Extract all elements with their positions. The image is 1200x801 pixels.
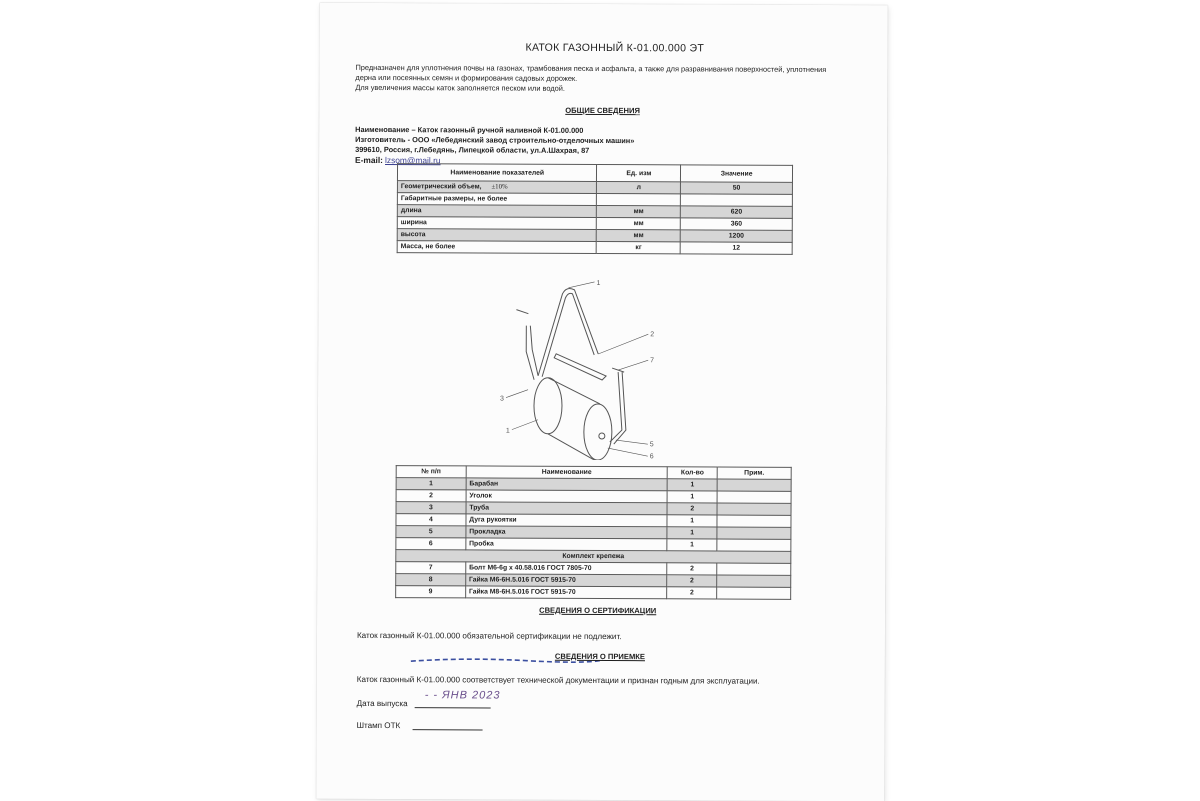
spec-unit: мм [597, 229, 681, 241]
parts-row [396, 586, 791, 600]
callout-label: 1 [596, 279, 601, 287]
specs-col-name: Наименование показателей [397, 164, 597, 182]
part-note [717, 491, 791, 503]
qc-stamp-label: Штамп ОТК [356, 720, 401, 731]
parts-col-qty: Кол-во [667, 467, 717, 479]
intro-line-1: Предназначен для уплотнения почвы на газонах, трамбования песка и асфальта, а также для разравнивания поверхностей, уплотнения [355, 62, 827, 74]
part-note [717, 479, 791, 491]
callout-label: 1 [505, 427, 510, 435]
spec-value: 50 [681, 182, 793, 194]
spec-unit: мм [597, 205, 681, 217]
qc-stamp-underline [413, 729, 483, 730]
spec-value [681, 194, 793, 206]
callout-label: 2 [650, 331, 655, 339]
certification-header: СВЕДЕНИЯ О СЕРТИФИКАЦИИ [539, 605, 657, 616]
intro-line-3: Для увеличения массы каток заполняется песком или водой. [355, 82, 565, 93]
part-note [717, 527, 791, 539]
part-name: Барабан [466, 478, 668, 491]
parts-table [395, 465, 792, 600]
email-link[interactable]: lzsom@mail.ru [385, 155, 441, 166]
spec-value: 360 [681, 218, 793, 230]
part-qty: 2 [667, 587, 717, 599]
part-number: 5 [396, 526, 466, 538]
specs-col-value: Значение [681, 165, 793, 182]
handle-arc-drawing [538, 288, 598, 376]
spec-name: Масса, не более [397, 241, 597, 254]
spec-name: длина [397, 205, 597, 218]
part-number: 3 [396, 502, 466, 514]
part-name: Труба [466, 502, 668, 515]
part-qty: 1 [667, 539, 717, 551]
part-note [717, 539, 791, 551]
part-name: Прокладка [466, 526, 668, 539]
specs-table [397, 163, 793, 255]
certification-text: Каток газонный К-01.00.000 обязательной сертификации не подлежит. [356, 630, 622, 642]
spec-unit: л [597, 181, 681, 193]
part-note [717, 575, 791, 587]
spec-name: ширина [397, 217, 597, 230]
part-qty: 1 [667, 491, 717, 503]
part-number: 9 [396, 586, 466, 598]
document-sheet [316, 3, 887, 801]
specs-header-row [397, 164, 792, 183]
manufacturer: Изготовитель - ООО «Лебедянский завод строительно-отделочных машин» [355, 134, 635, 146]
spec-unit [597, 193, 681, 205]
callout-label: 7 [650, 357, 655, 365]
acceptance-header: СВЕДЕНИЯ О ПРИЕМКЕ [554, 651, 646, 662]
part-note [717, 515, 791, 527]
spec-note: ±10% [491, 183, 508, 191]
spec-name: Геометрический объем, [400, 183, 482, 191]
acceptance-text: Каток газонный К-01.00.000 соответствует технической документации и признан годным для эксплуатации. [356, 674, 760, 686]
email-label: E-mail: [355, 154, 384, 166]
part-name: Гайка М8-6Н.5.016 ГОСТ 5915-70 [465, 586, 667, 599]
part-qty: 2 [667, 575, 717, 587]
address: 399610, Россия, г.Лебедянь, Липецкой области, ул.А.Шахрая, 87 [355, 144, 590, 155]
product-name: Наименование – Каток газонный ручной наливной К-01.00.000 [355, 124, 584, 135]
part-number: 8 [396, 574, 466, 586]
callout-label: 6 [649, 453, 654, 461]
specs-col-unit: Ед. изм [597, 164, 681, 181]
part-name: Болт М6-6g x 40.58.016 ГОСТ 7805-70 [466, 562, 668, 575]
parts-col-note: Прим. [717, 467, 791, 479]
part-qty: 1 [667, 527, 717, 539]
specs-row [397, 241, 792, 255]
spec-name: Габаритные размеры, не более [397, 193, 597, 206]
spec-value: 12 [680, 242, 792, 254]
part-qty: 2 [667, 503, 717, 515]
general-header: ОБЩИЕ СВЕДЕНИЯ [565, 105, 640, 116]
drum-body [548, 378, 600, 461]
part-qty: 1 [667, 515, 717, 527]
part-note [717, 503, 791, 515]
angle-bar-drawing [554, 354, 606, 380]
fasteners-title: Комплект крепежа [396, 550, 791, 564]
spec-value: 620 [681, 206, 793, 218]
part-number: 1 [396, 478, 466, 490]
part-name: Уголок [466, 490, 668, 503]
drum-end-right [584, 404, 612, 460]
part-note [717, 563, 791, 575]
release-date-stamp: - - ЯНВ 2023 [424, 689, 501, 702]
part-note [717, 587, 791, 599]
part-number: 7 [396, 562, 466, 574]
release-date-label: Дата выпуска [356, 698, 408, 709]
spec-value: 1200 [680, 230, 792, 242]
part-qty: 2 [667, 563, 717, 575]
spec-unit: кг [597, 241, 681, 253]
parts-col-num: № п/п [396, 466, 466, 478]
parts-col-name: Наименование [466, 466, 668, 479]
part-qty: 1 [667, 479, 717, 491]
part-name: Гайка М6-6Н.5.016 ГОСТ 5915-70 [465, 574, 667, 587]
plug-drawing [599, 433, 605, 439]
callout-label: 3 [499, 395, 504, 403]
spec-unit: мм [597, 217, 681, 229]
spec-name: высота [397, 229, 597, 242]
part-number: 4 [396, 514, 466, 526]
drum-end-left [534, 378, 562, 434]
part-name: Пробка [466, 538, 668, 551]
release-date-underline [415, 707, 491, 708]
roller-assembly-drawing [498, 280, 699, 461]
callout-label: 5 [649, 441, 654, 449]
part-number: 2 [396, 490, 466, 502]
part-number: 6 [396, 538, 466, 550]
bolt-drawing [516, 310, 624, 372]
document-title: КАТОК ГАЗОННЫЙ К-01.00.000 ЭТ [525, 41, 705, 55]
intro-line-2: дерна или посеянных семян и формирования садовых дорожек. [355, 72, 578, 83]
part-name: Дуга рукоятки [466, 514, 668, 527]
